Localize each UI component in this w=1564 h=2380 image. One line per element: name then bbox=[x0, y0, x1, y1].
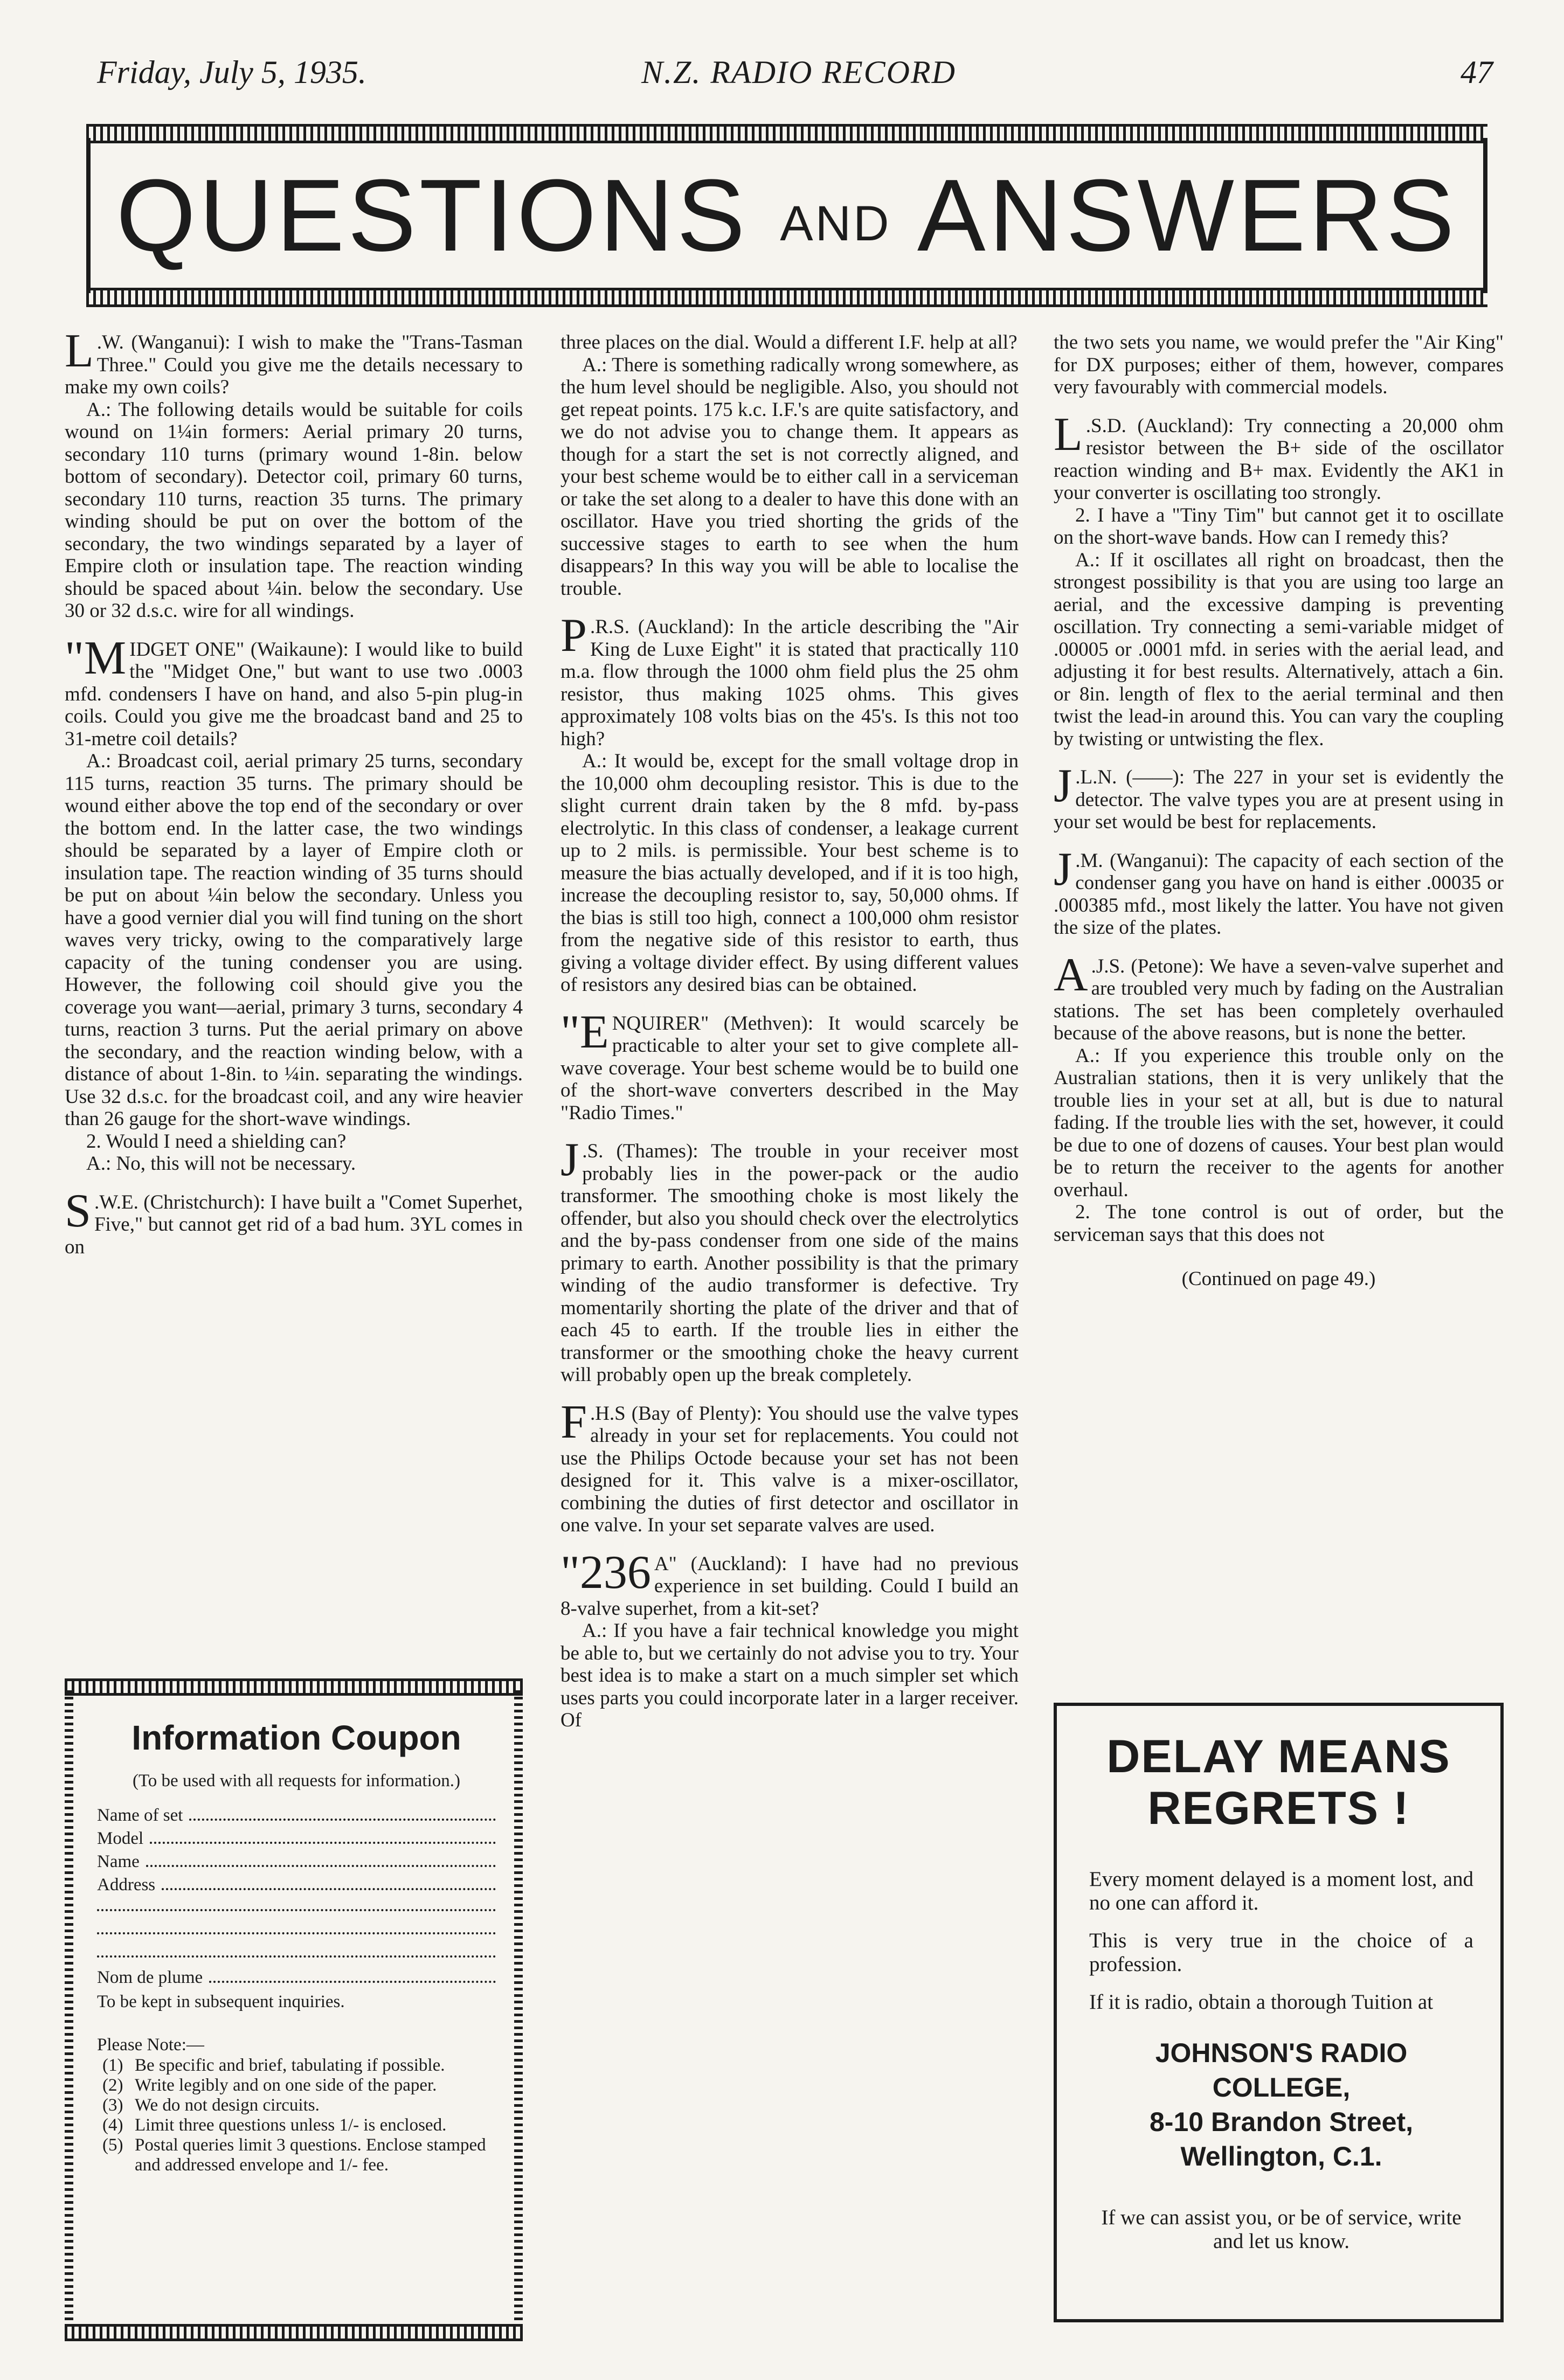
question-paragraph: F .H.S (Bay of Plenty): You should use the valve types already in your set for replacements. You could not use the Philips Octode because your set has not been designed for it. This valve is a mixer-oscillator, combining the duties of first detector and oscillator in one valve. In your set separate valves are used. bbox=[560, 1396, 1019, 1536]
field-address-line-3[interactable] bbox=[97, 1920, 496, 1944]
answer-paragraph: A.: If you have a fair technical knowledge you might be able to, but we certainly do not advise you to try. Your best idea is to make a start on a much simpler set which uses parts you could incorporate later in a larger receiver. Of bbox=[560, 1620, 1019, 1731]
ad-paragraph: This is very true in the choice of a profession. bbox=[1089, 1929, 1473, 1976]
answer-paragraph: 2. The tone control is out of order, but the serviceman says that this does not bbox=[1054, 1201, 1504, 1246]
note-item: (5) Postal queries limit 3 questions. Enclose stamped and addressed envelope and 1/- fee. bbox=[102, 2135, 486, 2175]
question-paragraph: J .M. (Wanganui): The capacity of each section of the condenser gang you have on hand is either .00035 or .000385 mfd., most likely the latter. You have not given the size of the plates. bbox=[1054, 843, 1504, 939]
question-paragraph: S .W.E. (Christchurch): I have built a "Comet Superhet, Five," but cannot get rid of a bad hum. 3YL comes in on bbox=[65, 1184, 523, 1258]
drop-cap: J bbox=[560, 1134, 579, 1186]
coupon-subtitle: (To be used with all requests for information.) bbox=[132, 1771, 461, 1791]
section-banner bbox=[86, 124, 1487, 307]
ad-paragraph: If it is radio, obtain a thorough Tuition at bbox=[1089, 1990, 1434, 2014]
coupon-title: Information Coupon bbox=[132, 1718, 461, 1757]
continued-note: (Continued on page 49.) bbox=[1181, 1268, 1376, 1290]
question-paragraph: A .J.S. (Petone): We have a seven-valve superhet and are troubled very much by fading on the Australian stations. The set has been completely overhauled because of the above reasons, but is none the better. bbox=[1054, 948, 1504, 1044]
drop-cap: J bbox=[1054, 843, 1072, 896]
banner-bottom-rule bbox=[86, 288, 1487, 307]
coupon-notes: Please Note:— (1) Be specific and brief, tabulating if possible. (2) Write legibly and on one side of the paper. (3) We do not design circuits. (4) Limit three questions unless 1/- is enclosed. (5) Postal queries limit 3 questions. Enclose stamped and addressed envelope and 1/- fee. bbox=[97, 2034, 496, 2175]
ad-headline: DELAY MEANS REGRETS ! bbox=[1106, 1731, 1451, 1834]
answer-paragraph: A.: The following details would be suitable for coils wound on 1¼in formers: Aerial primary 20 turns, secondary 110 turns (primary wound 1-8in. below bottom of secondary). Detector coil, primary 60 turns, secondary 110 turns, reaction 35 turns. The primary winding should be put on over the bottom of the secondary, the two windings separated by a layer of Empire cloth or insulation tape. The reaction winding should be spaced about ¼in. below the secondary. Use 30 or 32 d.s.c. wire for all windings. bbox=[65, 398, 523, 622]
field-name[interactable]: Name bbox=[97, 1851, 496, 1874]
drop-cap: J bbox=[1054, 760, 1072, 812]
answer-paragraph: 2. Would I need a shielding can? bbox=[86, 1130, 347, 1153]
page-header bbox=[81, 54, 1498, 108]
answer-paragraph: A.: There is something radically wrong somewhere, as the hum level should be negligible. Also, you should not get repeat points. 175 k.c. I.F.'s are quite satisfactory, and we do not advise you to change them. It appears as though for a start the set is not correctly aligned, and your best scheme would be to either call in a serviceman or take the set along to a dealer to have this done with an oscillator. Have you tried shorting the grids of the successive stages to earth to see when the hum disappears? In this way you will be able to localise the trouble. bbox=[560, 353, 1019, 600]
publication-name: N.Z. RADIO RECORD bbox=[641, 54, 956, 90]
question-paragraph: J .L.N. (——): The 227 in your set is evidently the detector. The valve types you are at present using in your set would be best for replacements. bbox=[1054, 760, 1504, 833]
column-1 bbox=[65, 325, 523, 1258]
college-advertisement bbox=[1054, 1703, 1504, 2322]
question-paragraph: L .W. (Wanganui): I wish to make the "Trans-Tasman Three." Could you give me the details necessary to make my own coils? bbox=[65, 325, 523, 398]
question-paragraph: "ENQUIRER" (Methven): It would scarcely be practicable to alter your set to give complete all-wave coverage. Your best scheme would be to build one of the short-wave converters described in the May "Radio Times." bbox=[560, 1005, 1019, 1124]
answer-paragraph: A.: No, this will not be necessary. bbox=[86, 1153, 356, 1175]
field-address-line-4[interactable] bbox=[97, 1944, 496, 1967]
field-nom-de-plume[interactable]: Nom de plume bbox=[97, 1967, 496, 1990]
drop-cap: F bbox=[560, 1396, 587, 1448]
field-name-of-set[interactable]: Name of set bbox=[97, 1805, 496, 1828]
column-3 bbox=[1054, 331, 1504, 1246]
drop-cap: A bbox=[1054, 948, 1088, 1001]
note-item: (4) Limit three questions unless 1/- is enclosed. bbox=[102, 2115, 447, 2135]
column-2 bbox=[560, 331, 1019, 1732]
coupon-keep-note: To be kept in subsequent inquiries. bbox=[97, 1992, 345, 2011]
drop-cap: S bbox=[65, 1184, 91, 1237]
answer-paragraph: 2. I have a "Tiny Tim" but cannot get it to oscillate on the short-wave bands. How can I remedy this? bbox=[1054, 504, 1504, 549]
answer-paragraph: A.: It would be, except for the small voltage drop in the 10,000 ohm decoupling resistor. This is due to the slight current drain taken by the 8 mfd. by-pass electrolytic. In this class of condenser, a leakage current up to 2 mils. is permissible. Your best scheme is to measure the bias actually developed, and if it is too high, increase the decoupling resistor to, say, 50,000 ohms. If the bias is still too high, connect a 100,000 ohm resistor from the negative side of this resistor to earth, thus giving a voltage divider effect. By using different values of resistors any desired bias can be obtained. bbox=[560, 750, 1019, 996]
issue-date: Friday, July 5, 1935. bbox=[97, 54, 366, 90]
field-address[interactable]: Address bbox=[97, 1874, 496, 1897]
note-item: (1) Be specific and brief, tabulating if possible. bbox=[102, 2056, 445, 2075]
page-number: 47 bbox=[1461, 54, 1493, 90]
ad-footer: If we can assist you, or be of service, write and let us know. bbox=[1101, 2206, 1462, 2253]
question-paragraph: P .R.S. (Auckland): In the article describing the "Air King de Luxe Eight" it is stated that practically 110 m.a. flow through the 1000 ohm field plus the 25 ohm resistor, thus making 1025 ohms. This gives approximately 108 volts bias on the 45's. Is this not too high? bbox=[560, 609, 1019, 750]
note-item: (3) We do not design circuits. bbox=[102, 2095, 320, 2115]
drop-cap: P bbox=[560, 609, 587, 662]
college-address: 8-10 Brandon Street, bbox=[1149, 2107, 1413, 2137]
answer-paragraph: the two sets you name, we would prefer the "Air King" for DX purposes; either of them, however, compares very favourably with commercial models. bbox=[1054, 331, 1504, 398]
question-paragraph: "236 A" (Auckland): I have had no previous experience in set building. Could I build an 8-valve superhet, from a kit-set? bbox=[560, 1546, 1019, 1620]
drop-cap: L bbox=[1054, 408, 1083, 461]
field-model[interactable]: Model bbox=[97, 1828, 496, 1851]
banner-top-rule bbox=[86, 124, 1487, 143]
question-paragraph: L .S.D. (Auckland): Try connecting a 20,000 ohm resistor between the B+ side of the oscillator reaction winding and B+ max. Evidently the AK1 in your converter is oscillating too strongly. bbox=[1054, 408, 1504, 504]
answer-paragraph: A.: If it oscillates all right on broadcast, then the strongest possibility is that you are using too large an aerial, and the excessive damping is preventing oscillation. Try connecting a semi-variable midget of .00005 or .0001 mfd. in series with the aerial lead, and adjusting it for best results. Alternatively, attach a 6in. or 8in. length of flex to the aerial terminal and then twist the lead-in around this. You can vary the coupling by twisting or untwisting the flex. bbox=[1054, 549, 1504, 750]
drop-cap: "E bbox=[560, 1005, 609, 1058]
drop-cap: "236 bbox=[560, 1546, 651, 1599]
college-name: JOHNSON'S RADIO COLLEGE, 8-10 Brandon Street, Wellington, C.1. bbox=[1089, 2036, 1473, 2174]
answer-paragraph: A.: Broadcast coil, aerial primary 25 turns, secondary 115 turns, reaction 35 turns. The primary should be wound either above the top end of the secondary or over the bottom end. In the latter case, the two windings should be separated by a layer of Empire cloth or insulation tape. The reaction winding of 35 turns should be put on about ¼in below the secondary. Unless you have a good vernier dial you will find tuning on the short waves very tricky, owing to the comparatively large capacity of the tuning condenser you are using. However, the following coil should give you the coverage you want—aerial, primary 3 turns, secondary 4 turns, reaction 3 turns. Put the aerial primary on above the secondary, and the reaction winding below, with a distance of about 1-8in. to ¼in. separating the windings. Use 32 d.s.c. for the broadcast coil, and any wire heavier than 26 gauge for the short-wave windings. bbox=[65, 750, 523, 1130]
field-address-line-2[interactable] bbox=[97, 1897, 496, 1920]
question-paragraph: "MIDGET ONE" (Waikaune): I would like to build the "Midget One," but want to use two .0003 mfd. condensers I have on hand, and also 5-pin plug-in coils. Could you give me the broadcast band and 25 to 31-metre coil details? bbox=[65, 632, 523, 750]
drop-cap: "M bbox=[65, 632, 127, 684]
answer-paragraph: A.: If you experience this trouble only on the Australian stations, then it is very unlikely that the trouble lies in your set at all, but is due to natural fading. If the trouble lies with the set, however, it could be due to one of dozens of causes. Your best plan would be to return the receiver to the agents for another overhaul. bbox=[1054, 1044, 1504, 1201]
section-title: QUESTIONS AND ANSWERS bbox=[116, 158, 1458, 273]
note-item: (2) Write legibly and on one side of the paper. bbox=[102, 2076, 437, 2095]
answer-paragraph: three places on the dial. Would a different I.F. help at all? bbox=[560, 331, 1018, 353]
question-paragraph: J .S. (Thames): The trouble in your receiver most probably lies in the power-pack or the audio transformer. The smoothing choke is most likely the offender, but also you should check over the electrolytics and the by-pass condenser from one side of the mains primary to earth. Another possibility is that the primary winding of the audio transformer is defective. Try momentarily shorting the plate of the driver and that of each 45 to earth. If the trouble lies in either the transformer or the smoothing choke the heavy current will probably open up the break completely. bbox=[560, 1134, 1019, 1386]
information-coupon bbox=[65, 1678, 523, 2341]
drop-cap: L bbox=[65, 325, 94, 377]
ad-paragraph: Every moment delayed is a moment lost, and no one can afford it. bbox=[1089, 1868, 1473, 1914]
